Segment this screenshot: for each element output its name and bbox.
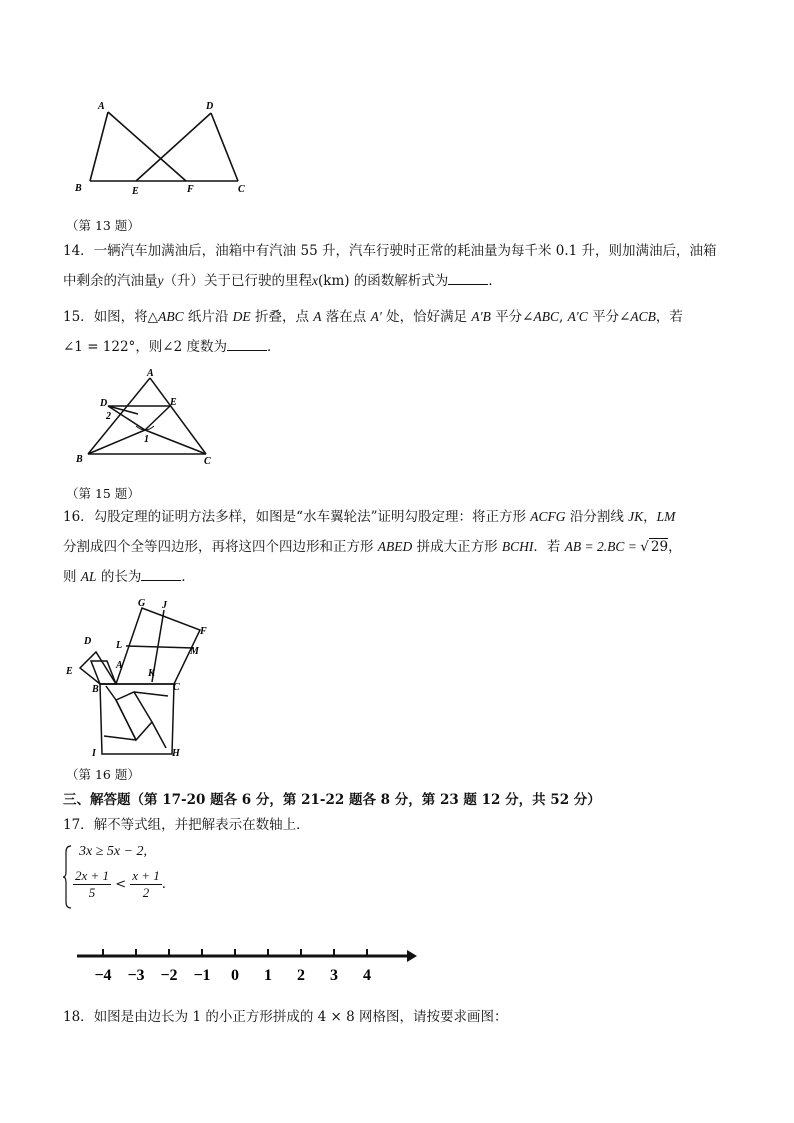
q14-var-x: x [312,273,318,288]
q16-l3b: 的长为 [96,569,142,585]
q16-label-d: D [84,636,92,647]
q16-abed: ABED [377,539,413,554]
q15-apb: A′B [471,309,491,324]
q14-text-2b: （升）关于已行驶的里程 [163,273,312,289]
q16-label-g: G [138,598,146,609]
q16-t3: ， [643,509,657,525]
q17-less-than: < [115,877,127,892]
q13-label-e: E [132,186,139,197]
q16-sqrt-value: 29 [650,539,669,555]
number-line-tick-label: 4 [363,967,371,984]
q16-t2: 沿分割线 [565,509,629,525]
q16-acfg: ACFG [530,509,566,524]
q16-sqrt: √ 29 [640,539,669,555]
q14-number: 14． [63,243,94,259]
q15-abc: ABC [158,309,184,324]
q15-end: ． [267,339,281,355]
q16-figure [60,596,220,760]
q14-answer-blank[interactable] [448,272,488,285]
q17-frac-left-den: 5 [88,885,96,900]
q13-label-c: C [238,184,245,195]
q15-t5: 处，恰好满足 [381,309,472,325]
q14-text [63,236,733,296]
q16-label-l: L [116,640,123,651]
q15-text [63,302,733,362]
q18-number: 18． [63,1009,94,1025]
q15-label-1: 1 [144,434,149,445]
number-line-tick-label: 2 [297,967,305,984]
q16-label-j: J [162,600,167,611]
q15-figure [70,366,220,468]
q15-t9: ，若 [655,309,683,325]
q15-label-c: C [204,456,211,467]
q16-label-i: I [92,748,96,759]
q16-l2d: ， [668,539,682,555]
number-line-tick-label: 1 [264,967,272,984]
section-3-title: 三、解答题（第 17-20 题各 6 分，第 21-22 题各 8 分，第 23 题 12 分，共 52 分） [63,792,601,808]
q13-label-d: D [206,101,214,112]
q14-var-y: y [157,273,164,288]
q16-number: 16． [63,509,94,525]
q16-l2a: 分割成四个全等四边形，再将这四个四边形和正方形 [63,539,378,555]
brace-icon [63,844,73,910]
q16-label-b: B [92,684,99,695]
q16-l2b: 拼成大正方形 [412,539,502,555]
q13-label-a: A [98,101,105,112]
q15-label-e: E [170,397,177,408]
q15-label-b: B [76,454,83,465]
number-line-tick-label: −4 [94,967,112,984]
q16-label-a: A [116,660,123,671]
q15-t4: 落在点 [321,309,371,325]
q17-inequality-2 [73,868,166,901]
q15-a: A [313,309,322,324]
q16-condition: AB = 2.BC = [564,539,641,554]
q15-t1: 如图，将△ [93,309,159,325]
q16-label-e: E [66,666,73,677]
q15-abc2: ABC [533,309,559,324]
q18-text [63,1002,733,1032]
q16-lm: LM [656,509,676,524]
q17-frac-right-num: x + 1 [132,868,160,883]
q16-l3a: 则 [63,569,81,585]
q17-number: 17． [63,817,94,833]
q17-frac-right [130,868,162,901]
q15-label-d: D [100,398,108,409]
q14-text-2a: 中剩余的汽油量 [63,273,158,289]
q13-figure [70,95,260,200]
q14-text-2c: (km) 的函数解析式为 [318,273,449,289]
q17-text [63,810,733,840]
q16-answer-blank[interactable] [141,568,181,581]
q15-t3: 折叠，点 [250,309,314,325]
q16-t1: 勾股定理的证明方法多样，如图是“水车翼轮法”证明勾股定理：将正方形 [93,509,531,525]
q17-prompt: 解不等式组，并把解表示在数轴上． [93,817,310,833]
number-line-tick-label: −1 [193,967,211,984]
q15-label-2: 2 [106,411,111,422]
q16-end: ． [181,569,195,585]
arrow-right-icon [407,950,417,962]
q17-frac-left [73,868,111,901]
q15-t6: 平分∠ [490,309,534,325]
q15-label-a: A [147,368,154,379]
q15-angle1: ∠1 = 122° [63,339,136,355]
number-line-tick-label: −3 [127,967,145,984]
q15-acb: ACB [630,309,656,324]
q15-t7: , [558,309,568,325]
q15-caption: （第 15 题） [66,486,140,501]
q16-label-k: K [148,668,155,679]
number-line-tick-label: 0 [231,967,239,984]
q16-label-m: M [190,646,199,657]
q17-number-line[interactable] [75,944,420,990]
q15-t2: 纸片沿 [183,309,233,325]
number-line-tick-label: −2 [160,967,178,984]
q16-l2c: ．若 [533,539,565,555]
q15-de: DE [232,309,251,324]
q16-label-h: H [172,748,180,759]
q17-dot: . [161,877,166,892]
q15-ap: A′ [370,309,382,324]
q16-caption: （第 16 题） [66,767,140,782]
q16-label-c: C [173,682,180,693]
q16-label-f: F [200,626,207,637]
q17-inequality-1: 3x ≥ 5x − 2, [79,844,148,859]
q15-line2b: ，则∠2 度数为 [135,339,228,355]
q17-system [63,844,263,910]
q15-apc: A′C [567,309,588,324]
q15-t8: 平分∠ [587,309,631,325]
q16-bchi: BCHI [501,539,534,554]
q13-label-f: F [187,184,194,195]
q17-frac-left-num: 2x + 1 [75,868,110,883]
q13-caption: （第 13 题） [66,218,140,233]
q16-text [63,502,733,592]
q15-number: 15． [63,309,94,325]
q16-jk: JK [628,509,644,524]
q13-label-b: B [75,183,82,194]
q16-al: AL [80,569,97,584]
number-line-tick-label: 3 [330,967,338,984]
q14-text-1: 一辆汽车加满油后，油箱中有汽油 55 升，汽车行驶时正常的耗油量为每千米 0.1 升，则加满油后，油箱 [93,243,717,259]
q18-prompt: 如图是由边长为 1 的小正方形拼成的 4 × 8 网格图，请按要求画图： [93,1009,508,1025]
q17-frac-right-den: 2 [142,885,150,900]
q15-answer-blank[interactable] [227,338,267,351]
q14-end: ． [488,273,502,289]
